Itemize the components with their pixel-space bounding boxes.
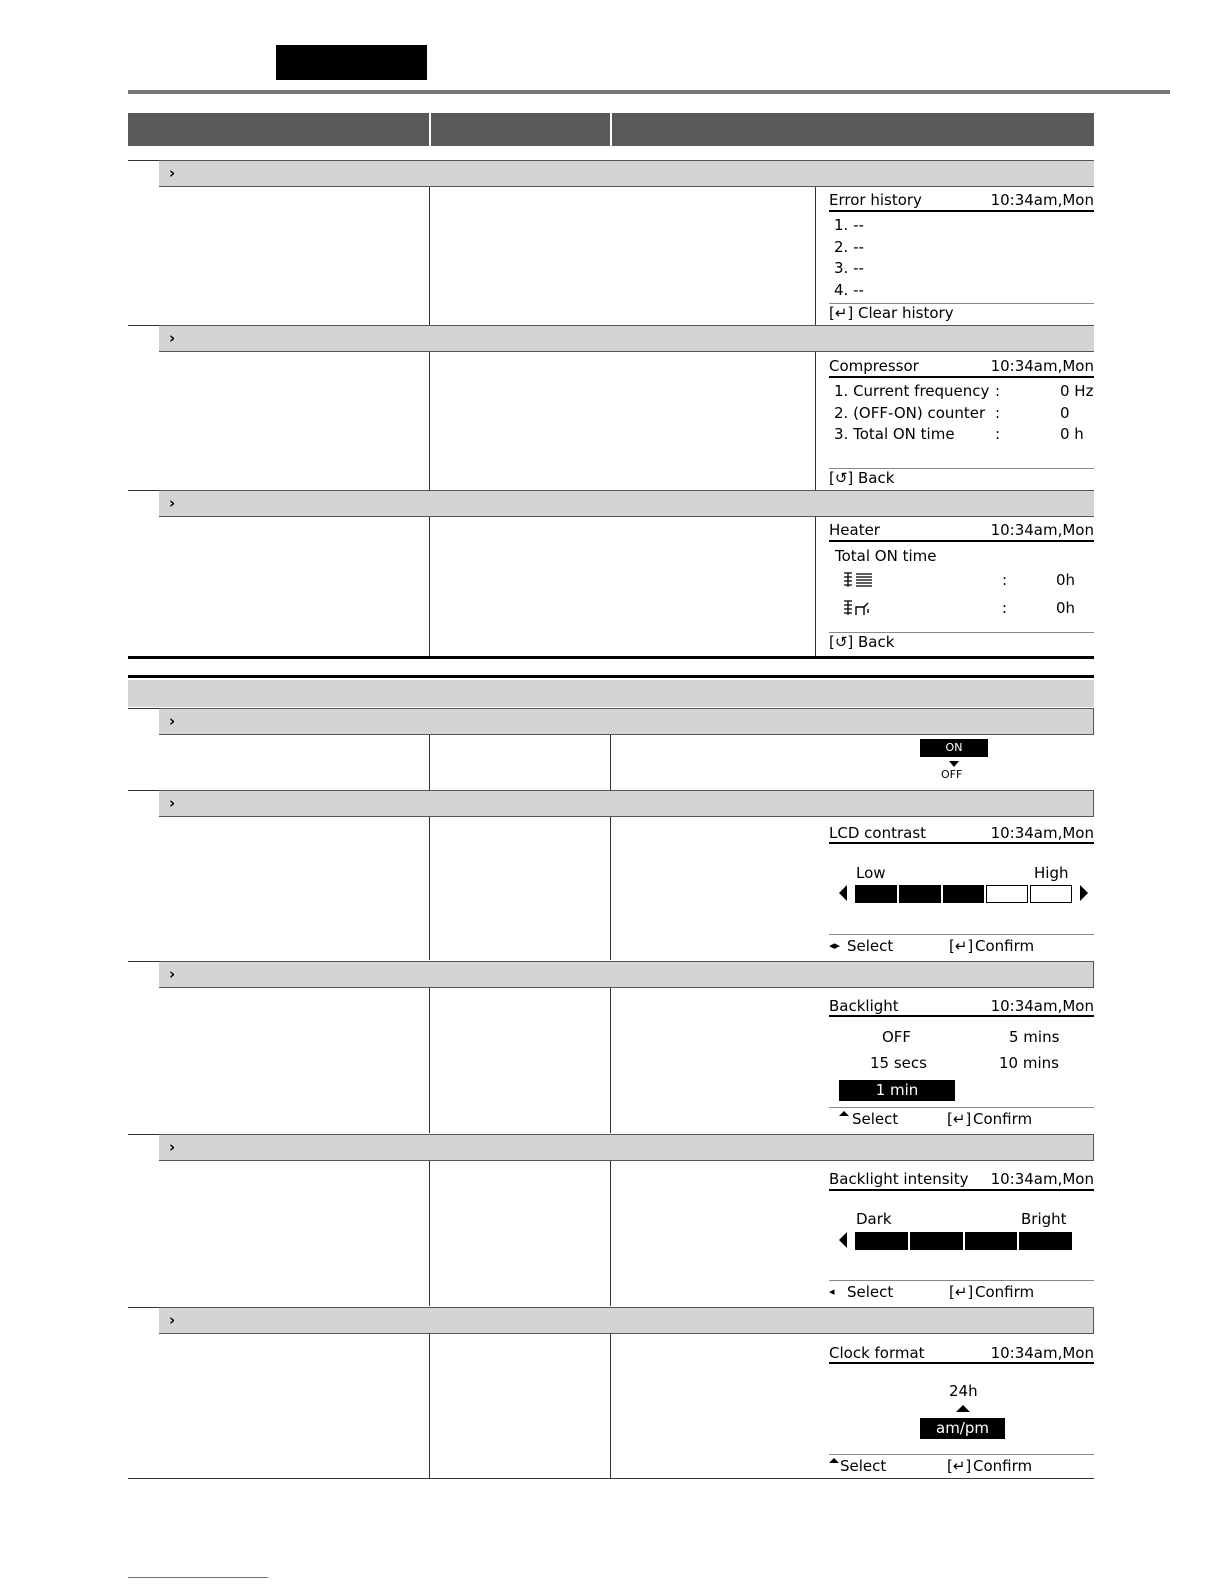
footer-link-underline [128,1577,268,1578]
list-item: 1. -- [834,216,864,234]
level-segment [1030,885,1072,903]
section-bar-backlight [159,961,1094,988]
select-label: Select [852,1110,899,1128]
list-item: 2. -- [834,238,864,256]
enter-icon: [↵] [947,1110,972,1128]
row-sep: : [995,382,1001,400]
lcd-time: 10:34am,Mon [990,997,1094,1015]
row-value: 0 [1060,404,1070,422]
select-label: Select [847,937,894,955]
chevron-right-icon: › [169,329,176,347]
lcd-title: Backlight [829,997,899,1015]
left-right-icon: ◂▸ [829,939,841,952]
lcd-title: Clock format [829,1344,925,1362]
section-bar-error-history [159,160,1094,187]
level-segment [965,1232,1018,1250]
backlight-option: 15 secs [870,1054,927,1072]
left-icon: ◂ [829,1285,835,1298]
select-label: Select [847,1283,894,1301]
row-sep: : [1002,571,1008,589]
lcd-time: 10:34am,Mon [990,1170,1094,1188]
section-bar-lcd-contrast [159,790,1094,817]
enter-icon: [↵] [949,1283,974,1301]
chevron-right-icon: › [169,164,176,182]
lcd-title: LCD contrast [829,824,927,842]
row-sep: : [995,425,1001,443]
arrow-up-icon [839,1111,849,1116]
row-label: 3. Total ON time [834,425,955,443]
lcd-time: 10:34am,Mon [990,824,1094,842]
option-selected: ON [920,739,988,757]
enter-icon: [↵] [949,937,974,955]
scale-low-label: Low [856,864,886,882]
back-label: Back [858,469,895,487]
arrow-left-icon [839,885,847,901]
header-divider [610,113,612,146]
chevron-right-icon: › [169,712,176,730]
row-sep: : [995,404,1001,422]
lcd-time: 10:34am,Mon [990,357,1094,375]
backlight-option: 5 mins [1009,1028,1060,1046]
level-segment [986,885,1028,903]
chevron-right-icon: › [169,1311,176,1329]
lcd-title: Backlight intensity [829,1170,969,1188]
heater-tank-icon [842,571,874,593]
enter-icon: [↵] [947,1457,972,1475]
backlight-option-selected: 1 min [839,1080,955,1101]
scale-high-label: Bright [1021,1210,1067,1228]
enter-icon: [↵] [829,304,854,322]
clear-history-label: Clear history [858,304,954,322]
chevron-right-icon: › [169,1138,176,1156]
back-icon: [↺] [829,469,854,487]
lcd-time: 10:34am,Mon [990,191,1094,209]
scale-high-label: High [1034,864,1069,882]
lcd-time: 10:34am,Mon [990,1344,1094,1362]
list-item: 3. -- [834,259,864,277]
arrow-up-icon [829,1458,839,1463]
level-segment [910,1232,963,1250]
section-bar-compressor [159,325,1094,352]
row-value: 0 Hz [1060,382,1094,400]
back-icon: [↺] [829,633,854,651]
clock-option: 24h [949,1382,978,1400]
row-label: 2. (OFF-ON) counter [834,404,986,422]
backlight-option: 10 mins [999,1054,1059,1072]
lcd-subtitle: Total ON time [835,547,937,565]
clock-option-selected: am/pm [920,1418,1005,1439]
section-tab [276,45,427,80]
row-sep: : [1002,599,1008,617]
arrow-down-icon [949,761,959,767]
backlight-option: OFF [882,1028,912,1046]
header-divider [429,113,431,146]
back-label: Back [858,633,895,651]
chevron-right-icon: › [169,965,176,983]
section-bar-clock-format [159,1307,1094,1334]
confirm-label: Confirm [973,1110,1033,1128]
list-item: 4. -- [834,281,864,299]
confirm-label: Confirm [975,1283,1035,1301]
section-bar-onoff [159,708,1094,735]
scale-low-label: Dark [856,1210,892,1228]
level-segment [855,885,897,903]
level-segment [1019,1232,1072,1250]
heater-tap-icon [842,599,874,621]
chevron-right-icon: › [169,794,176,812]
confirm-label: Confirm [973,1457,1033,1475]
level-segment [899,885,941,903]
select-label: Select [840,1457,887,1475]
top-rule [128,90,1170,94]
level-segment [855,1232,908,1250]
row-value: 0h [1056,599,1076,617]
section-bar-backlight-intensity [159,1134,1094,1161]
arrow-up-icon [956,1405,970,1412]
row-value: 0h [1056,571,1076,589]
row-value: 0 h [1060,425,1084,443]
confirm-label: Confirm [975,937,1035,955]
lcd-title: Heater [829,521,880,539]
arrow-right-icon [1080,885,1088,901]
lcd-time: 10:34am,Mon [990,521,1094,539]
option-other: OFF [941,768,963,781]
arrow-left-icon [839,1232,847,1248]
chevron-right-icon: › [169,494,176,512]
lcd-title: Compressor [829,357,919,375]
section-bar-heater [159,490,1094,517]
group-header-bar [128,680,1094,707]
level-segment [943,885,985,903]
lcd-title: Error history [829,191,922,209]
row-label: 1. Current frequency [834,382,990,400]
